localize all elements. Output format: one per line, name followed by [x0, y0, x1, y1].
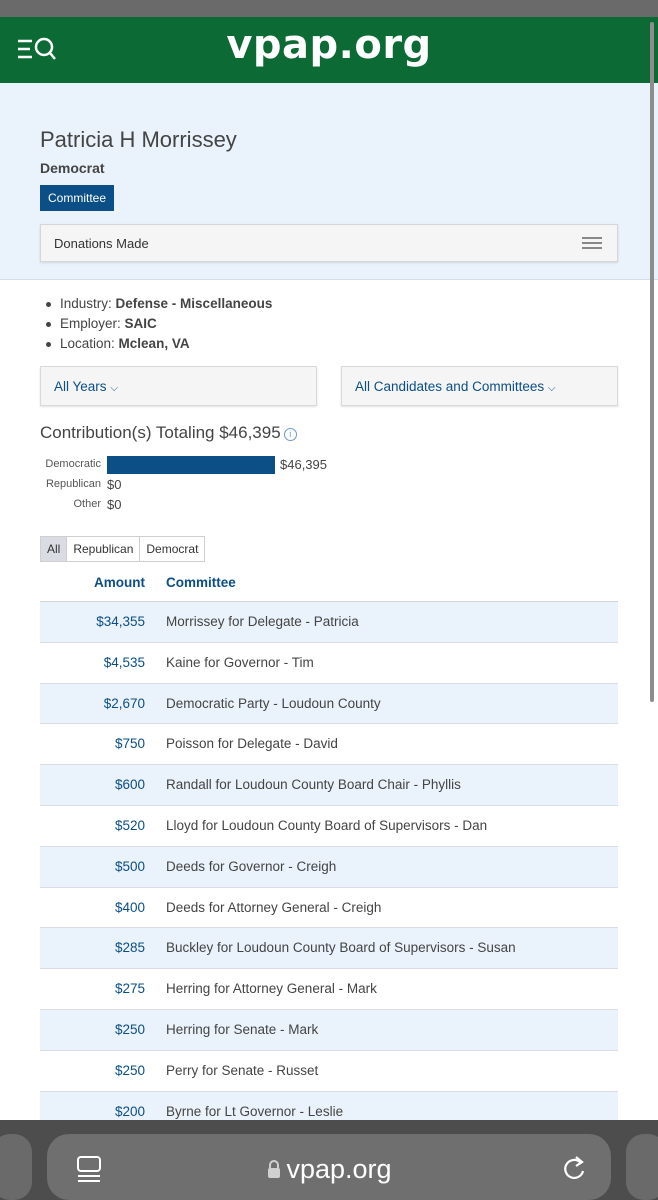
donations-table: [40, 566, 618, 1132]
candidates-filter-label: All Candidates and Committees: [355, 379, 545, 394]
amount-cell[interactable]: $750: [114, 736, 145, 752]
address-bar[interactable]: [47, 1134, 611, 1200]
tab-all[interactable]: All: [40, 536, 67, 562]
party-label: Democrat: [40, 160, 105, 176]
chart-value-label: $0: [107, 477, 122, 492]
chart-row-republican: [40, 475, 440, 493]
committee-cell[interactable]: Lloyd for Loudoun County Board of Supervisors - Dan: [166, 817, 488, 833]
table-row[interactable]: [40, 765, 618, 806]
amount-cell[interactable]: $600: [114, 777, 145, 793]
committee-cell[interactable]: Morrissey for Delegate - Patricia: [166, 614, 359, 629]
table-row[interactable]: [40, 602, 618, 643]
table-row[interactable]: [40, 1010, 618, 1051]
info-icon[interactable]: i: [284, 428, 297, 441]
committee-cell[interactable]: Buckley for Loudoun County Board of Supervisors - Susan: [166, 940, 516, 956]
lock-icon: [266, 1160, 282, 1178]
amount-cell[interactable]: $275: [114, 981, 145, 997]
previous-tab-preview[interactable]: [0, 1134, 32, 1200]
section-label: Donations Made: [54, 236, 149, 251]
table-row[interactable]: [40, 643, 618, 684]
table-row[interactable]: [40, 806, 618, 847]
amount-cell[interactable]: $250: [114, 1021, 145, 1037]
chart-category-label: Other: [73, 498, 101, 510]
page-scrollbar[interactable]: [650, 22, 654, 702]
amount-cell[interactable]: $4,535: [103, 654, 145, 670]
amount-cell[interactable]: $520: [114, 817, 145, 833]
chart-bar: [107, 456, 275, 474]
amount-cell[interactable]: $250: [114, 1062, 145, 1078]
site-logo[interactable]: vpap.org: [226, 22, 432, 68]
chart-category-label: Democratic: [45, 458, 101, 470]
party-bar-chart: [40, 455, 440, 517]
amount-cell[interactable]: $200: [114, 1103, 145, 1119]
party-tabs: [40, 536, 205, 562]
table-body: [40, 602, 618, 1132]
browser-toolbar: [0, 1120, 658, 1200]
fact-industry: Industry: Defense - Miscellaneous: [40, 294, 620, 314]
page-title: Patricia H Morrissey: [40, 127, 237, 152]
profile-hero: [0, 83, 658, 280]
amount-cell[interactable]: $2,670: [103, 695, 145, 711]
contributions-total-label: Contribution(s) Totaling $46,395: [40, 423, 281, 442]
chart-category-label: Republican: [45, 478, 101, 490]
table-row[interactable]: [40, 684, 618, 725]
committee-cell[interactable]: Herring for Attorney General - Mark: [166, 981, 377, 997]
table-row[interactable]: [40, 969, 618, 1010]
committee-cell[interactable]: Democratic Party - Loudoun County: [166, 695, 381, 711]
table-row[interactable]: [40, 888, 618, 929]
status-strip: [0, 0, 658, 17]
table-header: [40, 566, 618, 602]
committee-cell[interactable]: Perry for Senate - Russet: [166, 1062, 319, 1078]
committee-cell[interactable]: Byrne for Lt Governor - Leslie: [166, 1103, 344, 1119]
column-header-amount[interactable]: Amount: [94, 575, 145, 590]
fact-location: Location: Mclean, VA: [40, 334, 620, 354]
committee-cell[interactable]: Deeds for Attorney General - Creigh: [166, 899, 382, 915]
url-text: vpap.org: [286, 1154, 392, 1184]
chevron-down-icon: ⌵: [110, 383, 118, 394]
table-row[interactable]: [40, 1051, 618, 1092]
url-display[interactable]: [47, 1154, 611, 1185]
contributions-total: [40, 423, 297, 443]
years-filter-label: All Years: [54, 379, 107, 394]
column-header-committee[interactable]: Committee: [166, 575, 236, 590]
amount-cell[interactable]: $34,355: [96, 614, 145, 629]
committee-cell[interactable]: Herring for Senate - Mark: [166, 1021, 319, 1037]
hamburger-icon[interactable]: [582, 237, 602, 251]
tab-democrat[interactable]: Democrat: [139, 536, 205, 562]
candidates-filter[interactable]: [341, 366, 618, 406]
table-row[interactable]: [40, 847, 618, 888]
committee-cell[interactable]: Poisson for Delegate - David: [166, 736, 338, 752]
next-tab-preview[interactable]: [626, 1134, 658, 1200]
chart-row-other: [40, 495, 440, 513]
chart-value-label: $46,395: [280, 457, 327, 472]
reload-icon[interactable]: [561, 1154, 589, 1184]
committee-badge[interactable]: Committee: [40, 185, 114, 211]
fact-employer: Employer: SAIC: [40, 314, 620, 334]
committee-cell[interactable]: Deeds for Governor - Creigh: [166, 858, 337, 874]
chevron-down-icon: ⌵: [547, 383, 556, 394]
donor-facts: [40, 294, 620, 354]
committee-cell[interactable]: Randall for Loudoun County Board Chair - Phyllis: [166, 777, 461, 793]
section-dropdown[interactable]: [40, 224, 618, 262]
table-row[interactable]: [40, 724, 618, 765]
amount-cell[interactable]: $500: [114, 858, 145, 874]
chart-value-label: $0: [107, 497, 122, 512]
tab-republican[interactable]: Republican: [66, 536, 140, 562]
committee-cell[interactable]: Kaine for Governor - Tim: [166, 654, 314, 670]
amount-cell[interactable]: $285: [114, 940, 145, 956]
table-row[interactable]: [40, 928, 618, 969]
years-filter[interactable]: [40, 366, 317, 406]
site-header: [0, 17, 658, 83]
amount-cell[interactable]: $400: [114, 899, 145, 915]
chart-row-democratic: [40, 455, 440, 473]
